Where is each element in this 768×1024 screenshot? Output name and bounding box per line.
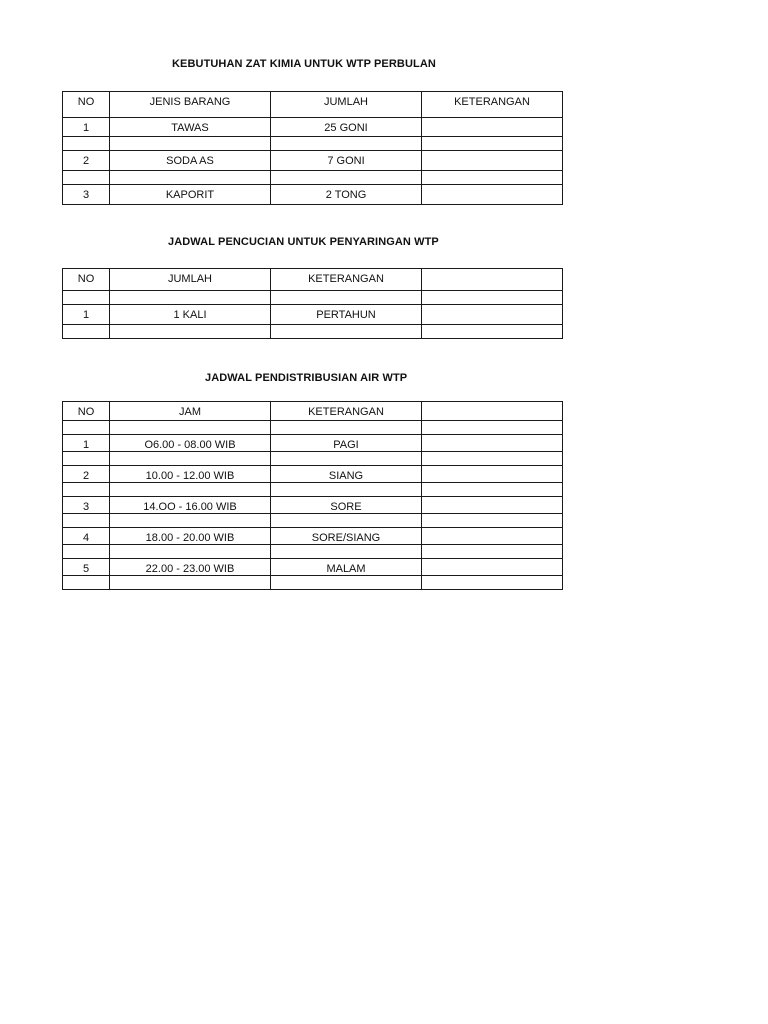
table-cell [110,452,271,466]
table-cell [63,291,110,305]
table1-title: KEBUTUHAN ZAT KIMIA UNTUK WTP PERBULAN [172,58,436,70]
header-cell [422,269,563,291]
table-row [63,421,563,435]
header-cell: KETERANGAN [271,269,422,291]
table-row [63,435,563,452]
table-cell: SORE/SIANG [271,528,422,545]
header-cell: JUMLAH [110,269,271,291]
table-cell: 1 [63,435,110,452]
header-cell: NO [63,269,110,291]
table-cell: 1 KALI [110,305,271,325]
table-cell [271,171,422,185]
table-cell: PERTAHUN [271,305,422,325]
table-cell [63,483,110,497]
header-cell: KETERANGAN [271,402,422,421]
table-cell [271,137,422,151]
header-cell: JENIS BARANG [110,92,271,118]
table-cell: 25 GONI [271,118,422,137]
header-cell [422,402,563,421]
table-cell [271,452,422,466]
table-row [63,137,563,151]
table-cell [422,118,563,137]
table-cell: 2 [63,151,110,171]
table-cell: 7 GONI [271,151,422,171]
table-cell: 18.00 - 20.00 WIB [110,528,271,545]
table-cell: 3 [63,497,110,514]
table-cell [271,421,422,435]
table-cell [422,545,563,559]
table-cell [110,421,271,435]
table-cell [422,325,563,339]
table-cell [422,576,563,590]
table-cell: 5 [63,559,110,576]
table-cell [110,483,271,497]
table-cell [110,137,271,151]
table-cell [422,514,563,528]
table-row [63,483,563,497]
table-cell: KAPORIT [110,185,271,205]
table-cell [271,514,422,528]
header-cell: KETERANGAN [422,92,563,118]
table-cell: 1 [63,118,110,137]
table-cell [271,576,422,590]
table2-title: JADWAL PENCUCIAN UNTUK PENYARINGAN WTP [168,236,439,248]
table-header-row [63,269,563,291]
table-cell [422,435,563,452]
table-cell [271,291,422,305]
table-row [63,514,563,528]
table-cell: 4 [63,528,110,545]
table-cell [63,137,110,151]
table-cell: O6.00 - 08.00 WIB [110,435,271,452]
table-cell [422,528,563,545]
table-cell: 14.OO - 16.00 WIB [110,497,271,514]
table-cell: 10.00 - 12.00 WIB [110,466,271,483]
table-cell [110,576,271,590]
table-cell: SIANG [271,466,422,483]
table-cell: 2 TONG [271,185,422,205]
table-cell [110,325,271,339]
table-cell [422,137,563,151]
table-cell [63,452,110,466]
table-cell [63,421,110,435]
table-cell: MALAM [271,559,422,576]
table-cell [422,151,563,171]
table-header-row [63,92,563,118]
header-cell: NO [63,402,110,421]
water-distribution-table [62,401,563,590]
chemical-needs-table [62,91,563,205]
table-cell [422,497,563,514]
table-cell [422,483,563,497]
table-cell [63,545,110,559]
table-cell: TAWAS [110,118,271,137]
table-row [63,452,563,466]
table-cell [271,545,422,559]
table-cell: 22.00 - 23.00 WIB [110,559,271,576]
table-row [63,185,563,205]
header-cell: JUMLAH [271,92,422,118]
table-row [63,291,563,305]
table-cell: 3 [63,185,110,205]
table-row [63,325,563,339]
table-row [63,171,563,185]
table-row [63,528,563,545]
table-cell [271,483,422,497]
table-cell: 2 [63,466,110,483]
header-cell: JAM [110,402,271,421]
table-cell [271,325,422,339]
table-cell: PAGI [271,435,422,452]
table-cell [422,305,563,325]
table-cell: SODA AS [110,151,271,171]
table-row [63,576,563,590]
table-row [63,545,563,559]
table-cell [422,171,563,185]
table-cell [422,452,563,466]
table-cell [63,171,110,185]
table-cell [110,545,271,559]
table-cell: 1 [63,305,110,325]
table-cell [422,291,563,305]
table3-title: JADWAL PENDISTRIBUSIAN AIR WTP [205,372,408,384]
table-row [63,466,563,483]
table-header-row [63,402,563,421]
filter-washing-table [62,268,563,339]
table-cell [422,185,563,205]
table-cell [63,325,110,339]
table-row [63,151,563,171]
table-cell [110,291,271,305]
table-row [63,559,563,576]
table-cell [110,171,271,185]
table-cell [422,421,563,435]
table-cell [422,559,563,576]
table-row [63,305,563,325]
table-cell [110,514,271,528]
table-cell [63,576,110,590]
table-cell: SORE [271,497,422,514]
table-row [63,118,563,137]
header-cell: NO [63,92,110,118]
table-row [63,497,563,514]
table-cell [63,514,110,528]
table-cell [422,466,563,483]
